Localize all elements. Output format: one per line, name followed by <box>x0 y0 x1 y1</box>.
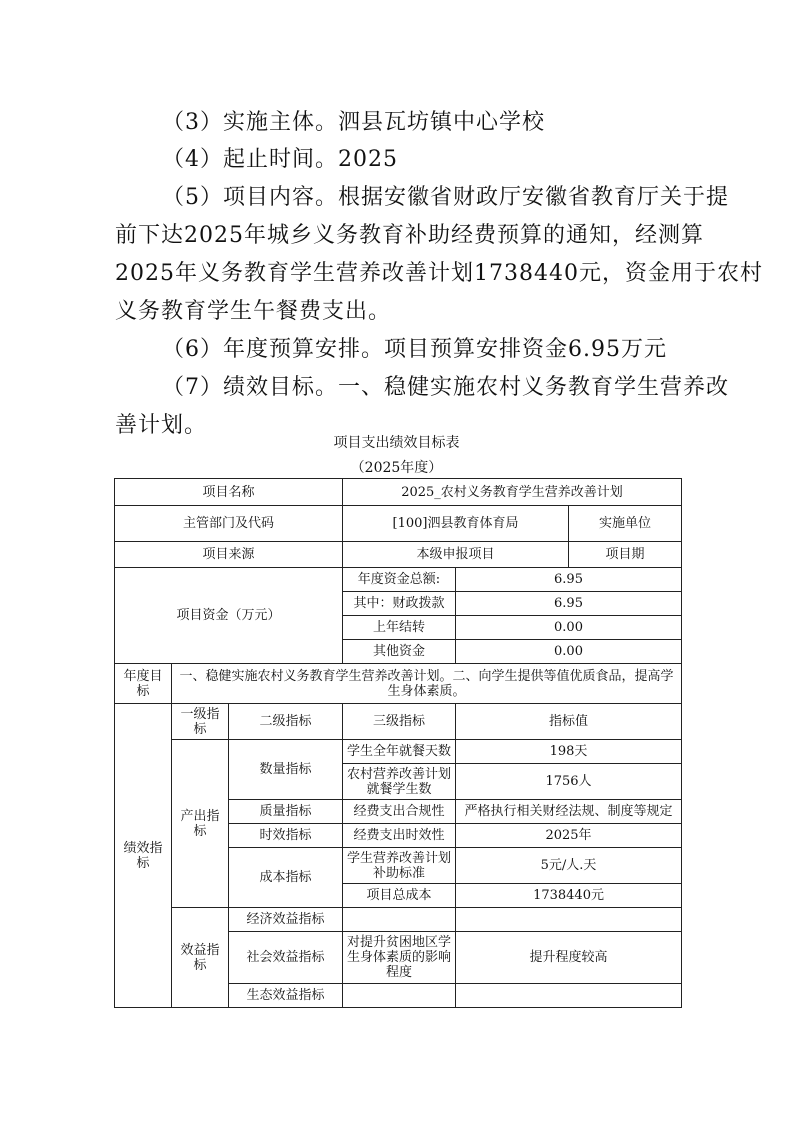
time-name: 经费支出时效性 <box>343 824 456 848</box>
quality-value: 严格执行相关财经法规、制度等规定 <box>456 800 682 824</box>
fund-other-value: 0.00 <box>456 640 682 664</box>
fund-total-label: 年度资金总额: <box>343 568 456 592</box>
output-label: 产出指标 <box>172 740 229 908</box>
project-name-label: 项目名称 <box>115 479 343 506</box>
header-level2: 二级指标 <box>229 704 343 740</box>
para-6: 义务教育学生午餐费支出。 <box>115 299 392 324</box>
c1-name: 学生营养改善计划补助标准 <box>343 848 456 884</box>
header-level3: 三级指标 <box>343 704 456 740</box>
c2-value: 1738440元 <box>456 884 682 908</box>
goal-label: 年度目标 <box>115 664 172 704</box>
header-value: 指标值 <box>456 704 682 740</box>
table-caption: 项目支出绩效目标表 <box>333 435 460 451</box>
economic-label: 经济效益指标 <box>229 908 343 932</box>
cost-label: 成本指标 <box>229 848 343 908</box>
q1-name: 学生全年就餐天数 <box>343 740 456 764</box>
period-label: 项目期 <box>569 542 682 568</box>
dept-label: 主管部门及代码 <box>115 506 343 542</box>
eco-label: 生态效益指标 <box>229 984 343 1008</box>
performance-table <box>114 478 682 1008</box>
source-value: 本级申报项目 <box>343 542 569 568</box>
header-level1: 一级指标 <box>172 704 229 740</box>
eco-name <box>343 984 456 1008</box>
fund-carryover-label: 上年结转 <box>343 616 456 640</box>
para-5: 2025年义务教育学生营养改善计划1738440元，资金用于农村 <box>115 261 763 286</box>
table-year: （2025年度） <box>350 460 443 476</box>
economic-value <box>456 908 682 932</box>
fund-carryover-value: 0.00 <box>456 616 682 640</box>
para-9: 善计划。 <box>115 413 208 438</box>
quality-name: 经费支出合规性 <box>343 800 456 824</box>
funds-label: 项目资金（万元） <box>115 568 343 664</box>
para-2: （4）起止时间。2025 <box>162 147 398 172</box>
c2-name: 项目总成本 <box>343 884 456 908</box>
unit-label: 实施单位 <box>569 506 682 542</box>
project-name-value: 2025_农村义务教育学生营养改善计划 <box>343 479 682 506</box>
c1-value: 5元/人.天 <box>456 848 682 884</box>
social-value: 提升程度较高 <box>456 932 682 984</box>
social-label: 社会效益指标 <box>229 932 343 984</box>
quality-label: 质量指标 <box>229 800 343 824</box>
quantity-label: 数量指标 <box>229 740 343 800</box>
social-name: 对提升贫困地区学生身体素质的影响程度 <box>343 932 456 984</box>
goal-value: 一、稳健实施农村义务教育学生营养改善计划。二、向学生提供等值优质食品，提高学生身体素质。 <box>172 664 682 704</box>
time-value: 2025年 <box>456 824 682 848</box>
para-1: （3）实施主体。泗县瓦坊镇中心学校 <box>162 110 545 135</box>
source-label: 项目来源 <box>115 542 343 568</box>
economic-name <box>343 908 456 932</box>
perf-label: 绩效指标 <box>115 704 172 1008</box>
fund-other-label: 其他资金 <box>343 640 456 664</box>
q2-value: 1756人 <box>456 764 682 800</box>
para-4: 前下达2025年城乡义务教育补助经费预算的通知，经测算 <box>115 223 704 248</box>
benefit-label: 效益指标 <box>172 908 229 1008</box>
dept-value: [100]泗县教育体育局 <box>343 506 569 542</box>
para-3: （5）项目内容。根据安徽省财政厅安徽省教育厅关于提 <box>162 185 729 210</box>
eco-value <box>456 984 682 1008</box>
q2-name: 农村营养改善计划就餐学生数 <box>343 764 456 800</box>
fund-finance-value: 6.95 <box>456 592 682 616</box>
q1-value: 198天 <box>456 740 682 764</box>
para-7: （6）年度预算安排。项目预算安排资金6.95万元 <box>162 337 667 362</box>
fund-finance-label: 其中：财政拨款 <box>343 592 456 616</box>
para-8: （7）绩效目标。一、稳健实施农村义务教育学生营养改 <box>162 375 729 400</box>
time-label: 时效指标 <box>229 824 343 848</box>
fund-total-value: 6.95 <box>456 568 682 592</box>
